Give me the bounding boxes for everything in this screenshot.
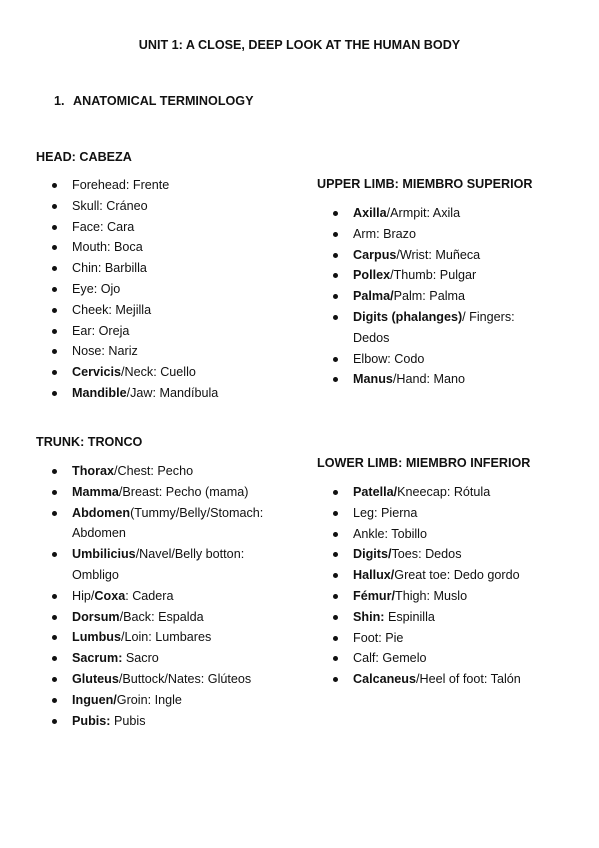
term-text: Face: Cara xyxy=(72,219,135,234)
document-title: UNIT 1: A CLOSE, DEEP LOOK AT THE HUMAN BODY xyxy=(138,38,461,52)
list-item xyxy=(36,217,271,238)
term-text: /Navel/Belly botton: Ombligo xyxy=(72,547,245,582)
term-text: Elbow: Codo xyxy=(353,351,425,366)
term-text: Skull: Cráneo xyxy=(72,198,148,213)
term-bold: Pubis: xyxy=(72,713,111,728)
list-item xyxy=(36,669,271,690)
term-text: /Breast: Pecho (mama) xyxy=(118,484,249,499)
list-item xyxy=(36,711,271,732)
list-item xyxy=(317,482,552,503)
term-bold: Palma/ xyxy=(353,289,394,304)
term-bold: Calcaneus xyxy=(353,672,416,687)
list-item xyxy=(317,628,552,649)
term-text: /Loin: Lumbares xyxy=(120,630,212,645)
term-text: /Neck: Cuello xyxy=(121,365,196,380)
term-bold: Pollex xyxy=(353,268,391,283)
trunk-list xyxy=(36,461,271,731)
term-bold: Lumbus xyxy=(72,630,121,645)
list-item xyxy=(36,690,271,711)
list-item xyxy=(317,669,552,690)
term-text: Sacro xyxy=(122,651,159,666)
list-item xyxy=(317,265,552,286)
trunk-heading: TRUNK: TRONCO xyxy=(36,435,143,449)
section-heading xyxy=(54,94,254,108)
term-bold: Shin: xyxy=(353,609,385,624)
list-item xyxy=(36,362,271,383)
list-item xyxy=(36,383,271,404)
lower-limb-list xyxy=(317,482,552,690)
term-text: Palm: Palma xyxy=(393,289,465,304)
list-item xyxy=(36,648,271,669)
term-text: Toes: Dedos xyxy=(391,547,462,562)
list-item xyxy=(36,503,271,545)
term-text: Ankle: Tobillo xyxy=(353,526,427,541)
term-bold: Mamma xyxy=(72,484,119,499)
term-text: Calf: Gemelo xyxy=(353,651,427,666)
list-item xyxy=(36,196,271,217)
section-number: 1. xyxy=(54,94,65,108)
term-bold: Thorax xyxy=(72,464,114,478)
list-item xyxy=(317,203,552,224)
head-list xyxy=(36,175,271,404)
list-item xyxy=(317,245,552,266)
list-item xyxy=(317,349,552,370)
list-item xyxy=(36,175,271,196)
term-text: Foot: Pie xyxy=(353,630,404,645)
term-bold: Gluteus xyxy=(72,671,119,686)
lower-limb-heading: LOWER LIMB: MIEMBRO INFERIOR xyxy=(317,456,531,470)
term-text: Kneecap: Rótula xyxy=(397,485,491,499)
upper-limb-heading: UPPER LIMB: MIEMBRO SUPERIOR xyxy=(317,177,533,191)
list-item xyxy=(36,258,271,279)
term-text: /Hand: Mano xyxy=(392,372,465,387)
term-bold: Digits (phalanges) xyxy=(353,309,463,324)
term-text: /Heel of foot: Talón xyxy=(416,672,521,687)
term-text: (Tummy/Belly/Stomach: Abdomen xyxy=(72,505,264,541)
term-bold: Umbilicius xyxy=(72,547,136,562)
term-bold: Digits/ xyxy=(353,547,392,562)
list-item xyxy=(317,286,552,307)
term-text: Pubis xyxy=(110,713,146,728)
section-label: ANATOMICAL TERMINOLOGY xyxy=(73,94,254,108)
term-bold: Hallux/ xyxy=(353,568,395,583)
list-item xyxy=(36,482,271,503)
list-item xyxy=(317,648,552,669)
head-heading: HEAD: CABEZA xyxy=(36,150,132,164)
list-item xyxy=(317,524,552,545)
term-bold: Fémur/ xyxy=(353,588,395,603)
term-bold: Carpus xyxy=(353,247,397,262)
list-item xyxy=(317,565,552,586)
term-text: Arm: Brazo xyxy=(353,226,416,241)
term-text: Ear: Oreja xyxy=(72,323,130,338)
term-bold: Dorsum xyxy=(72,609,120,624)
term-text: Groin: Ingle xyxy=(116,692,182,707)
list-item xyxy=(36,586,271,607)
term-text: Eye: Ojo xyxy=(72,281,121,296)
term-bold: Manus xyxy=(353,372,393,387)
term-text: : Cadera xyxy=(125,588,174,603)
list-item xyxy=(317,307,552,349)
list-item xyxy=(36,237,271,258)
list-item xyxy=(36,279,271,300)
term-text: /Back: Espalda xyxy=(119,609,204,624)
list-item xyxy=(317,503,552,524)
term-text: Mouth: Boca xyxy=(72,240,143,255)
list-item xyxy=(36,461,271,482)
term-text: Espinilla xyxy=(384,609,435,624)
list-item xyxy=(36,627,271,648)
list-item xyxy=(317,607,552,628)
term-text: /Armpit: Axila xyxy=(386,206,461,220)
term-bold: Patella/ xyxy=(353,485,398,499)
term-bold: Abdomen xyxy=(72,505,131,520)
term-text: Great toe: Dedo gordo xyxy=(394,568,520,583)
term-text: /Jaw: Mandíbula xyxy=(126,385,219,400)
term-text: /Chest: Pecho xyxy=(114,464,194,478)
term-text: /Buttock/Nates: Glúteos xyxy=(118,671,252,686)
term-text: Chin: Barbilla xyxy=(72,261,147,276)
list-item xyxy=(36,544,271,586)
term-bold: Axilla xyxy=(353,206,387,220)
list-item xyxy=(36,607,271,628)
list-item xyxy=(317,586,552,607)
list-item xyxy=(36,300,271,321)
list-item xyxy=(317,224,552,245)
term-bold: Inguen/ xyxy=(72,692,117,707)
term-text: / Fingers: Dedos xyxy=(353,309,515,345)
upper-limb-list xyxy=(317,203,552,390)
term-bold: Coxa xyxy=(94,588,126,603)
list-item xyxy=(36,341,271,362)
term-bold: Sacrum: xyxy=(72,651,123,666)
term-text: Forehead: Frente xyxy=(72,178,170,192)
term-bold: Mandible xyxy=(72,385,127,400)
term-text: Cheek: Mejilla xyxy=(72,302,152,317)
term-text: Nose: Nariz xyxy=(72,344,138,359)
term-text: /Wrist: Muñeca xyxy=(396,247,481,262)
list-item xyxy=(36,321,271,342)
term-text: Hip/ xyxy=(72,588,95,603)
term-text: /Thumb: Pulgar xyxy=(390,268,477,283)
list-item xyxy=(317,369,552,390)
term-text: Thigh: Muslo xyxy=(395,588,468,603)
list-item xyxy=(317,544,552,565)
term-bold: Cervicis xyxy=(72,365,122,380)
term-text: Leg: Pierna xyxy=(353,505,418,520)
